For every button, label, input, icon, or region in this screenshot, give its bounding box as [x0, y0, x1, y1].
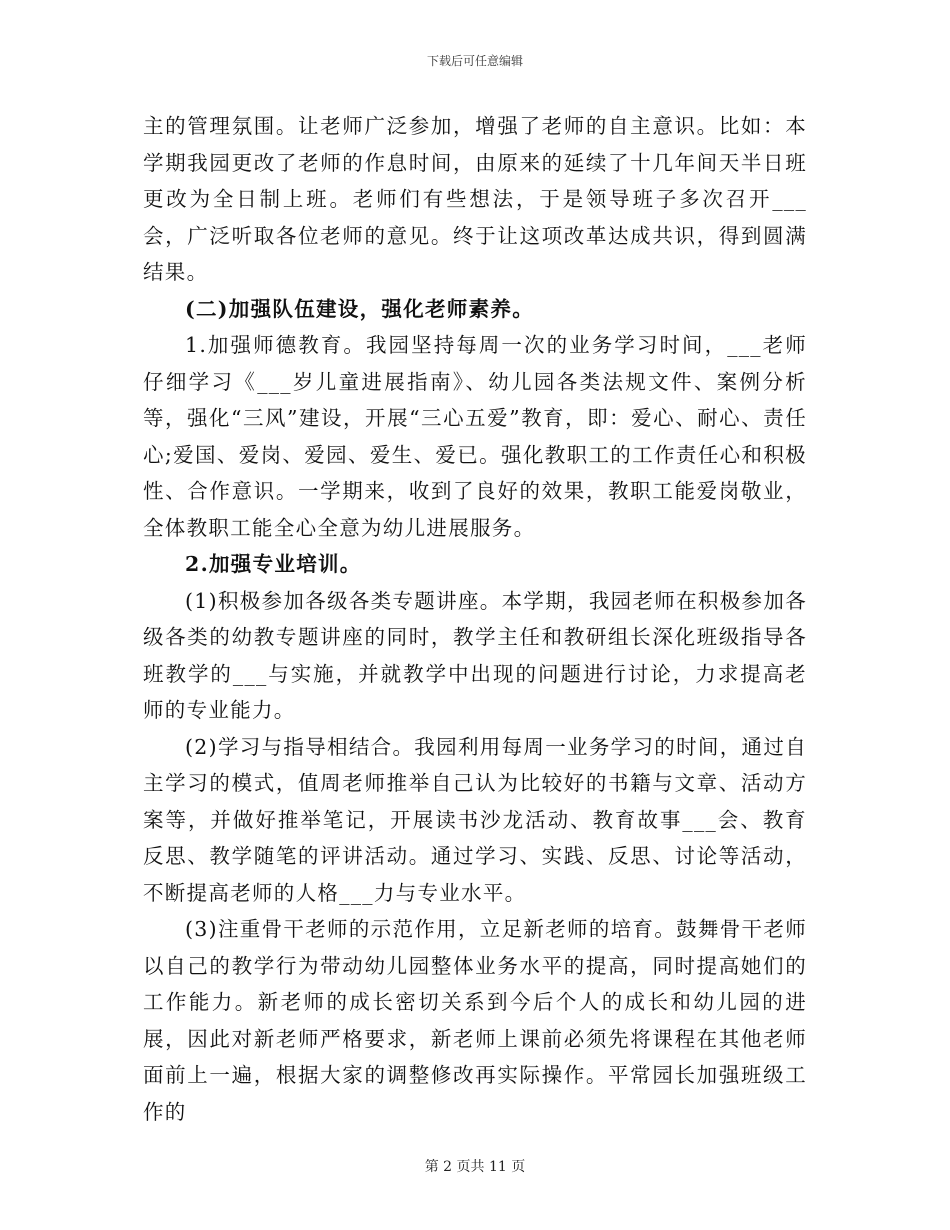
document-body	[143, 108, 807, 1130]
section-heading-team-building: (二)加强队伍建设，强化老师素养。	[185, 296, 534, 321]
paragraph-study-guidance: (2)学习与指导相结合。我园利用每周一业务学习的时间，通过自主学习的模式，值周老师推举自己认为比较好的书籍与文章、活动方案等，并做好推举笔记，开展读书沙龙活动、教育故事___会、教育反思、教学随笔的评讲活动。通过学习、实践、反思、讨论等活动，不断提高老师的人格___力与专业水平。	[143, 734, 807, 905]
paragraph-backbone-teachers: (3)注重骨干老师的示范作用，立足新老师的培育。鼓舞骨干老师以自己的教学行为带动幼儿园整体业务水平的提高，同时提高她们的工作能力。新老师的成长密切关系到今后个人的成长和幼儿园的进展，因此对新老师严格要求，新老师上课前必须先将课程在其他老师面前上一遍，根据大家的调整修改再实际操作。平常园长加强班级工作的	[143, 917, 807, 1124]
paragraph-ethics-education: 1.加强师德教育。我园坚持每周一次的业务学习时间，___老师仔细学习《___岁儿童进展指南》、幼儿园各类法规文件、案例分析等，强化“三风”建设，开展“三心五爱”教育，即：爱心、耐心、责任心;爱国、爱岗、爱园、爱生、爱已。强化教职工的工作责任心和积极性、合作意识。一学期来，收到了良好的效果，教职工能爱岗敬业，全体教职工能全心全意为幼儿进展服务。	[143, 333, 807, 540]
page-footer: 第 2 页共 11 页	[424, 1159, 526, 1175]
page-header: 下载后可任意编辑	[426, 54, 523, 68]
subheading-professional-training: 2.加强专业培训。	[185, 552, 362, 576]
paragraph-training-lectures: (1)积极参加各级各类专题讲座。本学期，我园老师在积极参加各级各类的幼教专题讲座的同时，教学主任和教研组长深化班级指导各班教学的___与实施，并就教学中出现的问题进行讨论，力求提高老师的专业能力。	[143, 588, 807, 722]
paragraph-continuation: 主的管理氛围。让老师广泛参加，增强了老师的自主意识。比如：本学期我园更改了老师的作息时间，由原来的延续了十几年间天半日班更改为全日制上班。老师们有些想法，于是领导班子多次召开___会，广泛听取各位老师的意见。终于让这项改革达成共识，得到圆满结果。	[143, 114, 807, 284]
